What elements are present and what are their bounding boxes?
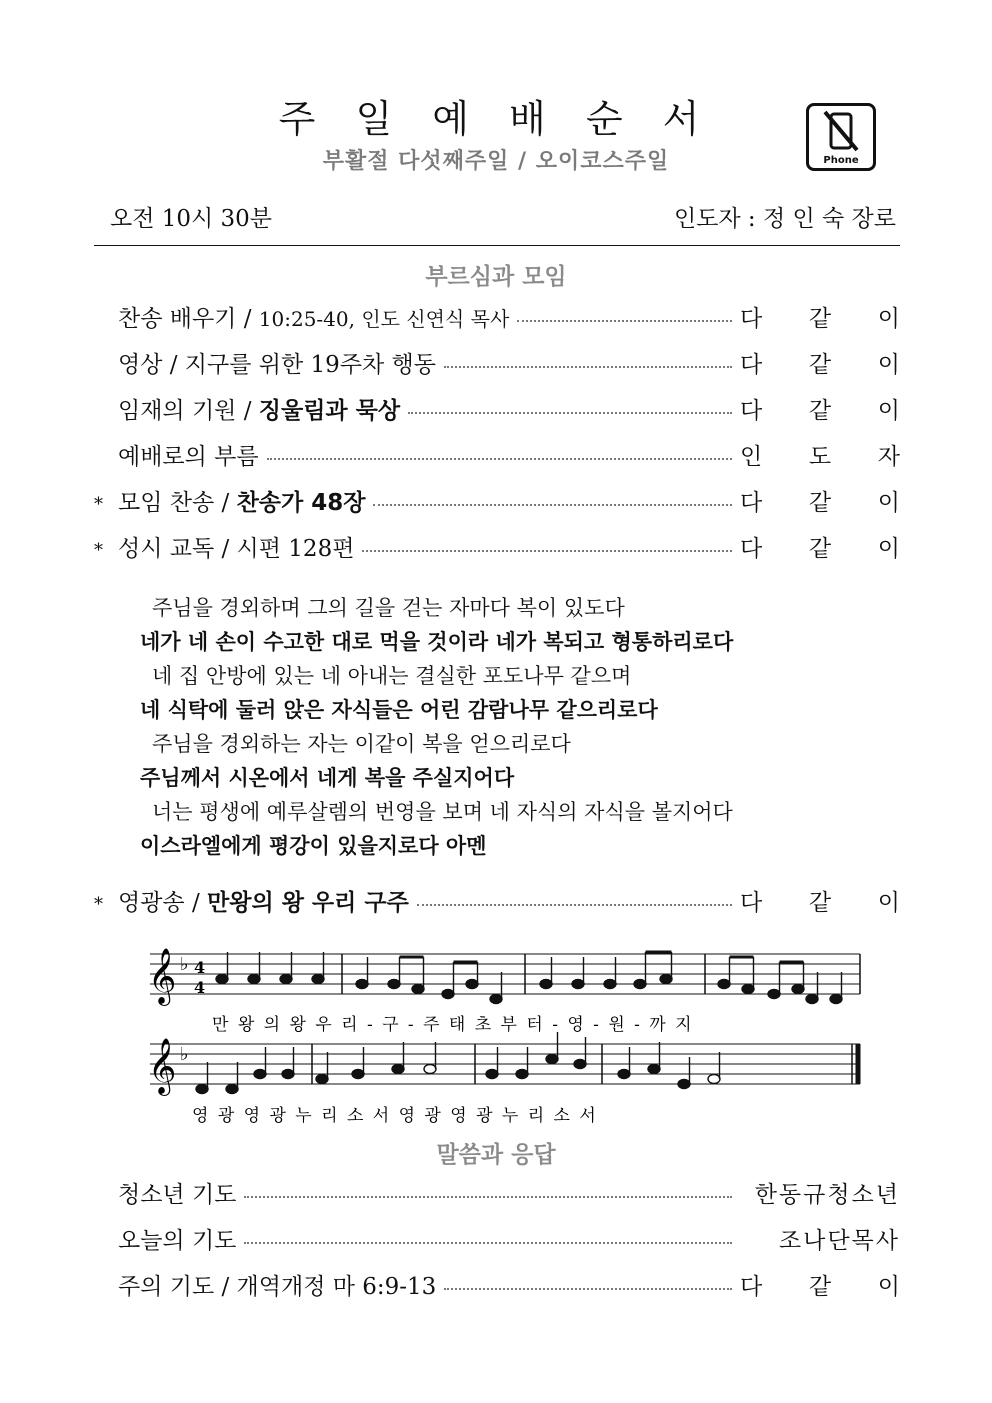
item-label: 임재의 기원 / bbox=[118, 398, 259, 424]
item-bold-label: 만왕의 왕 우리 구주 bbox=[207, 890, 409, 916]
item-label: 영상 / 지구를 위한 19주차 행동 bbox=[118, 352, 436, 378]
leader-dots bbox=[267, 457, 732, 460]
order-item bbox=[118, 1222, 900, 1256]
item-label: 주의 기도 / 개역개정 마 6:9-13 bbox=[118, 1274, 437, 1300]
standing-mark: * bbox=[94, 894, 103, 915]
item-responsible: 한동규청소년 bbox=[754, 1182, 900, 1208]
psalm-leader-line: 네 집 안방에 있는 네 아내는 결실한 포도나무 같으며 bbox=[152, 664, 632, 688]
item-bold-label: 징울림과 묵상 bbox=[258, 398, 401, 424]
flat-icon: ♭ bbox=[180, 1044, 189, 1065]
psalm-leader-line: 주님을 경외하는 자는 이같이 복을 얻으리로다 bbox=[152, 732, 571, 756]
leader-dots bbox=[444, 365, 732, 368]
psalm-response-line: 네가 네 손이 수고한 대로 먹을 것이라 네가 복되고 형통하리로다 bbox=[140, 630, 734, 654]
order-item bbox=[118, 1268, 900, 1302]
order-item bbox=[94, 346, 900, 380]
treble-clef-icon: 𝄞 bbox=[148, 948, 177, 1004]
psalm-response-line: 네 식탁에 둘러 앉은 자식들은 어린 감람나무 같으리로다 bbox=[140, 698, 658, 722]
item-responsible: 다 같 이 bbox=[740, 536, 900, 562]
item-responsible: 다 같 이 bbox=[740, 890, 900, 916]
item-label: 청소년 기도 bbox=[118, 1182, 237, 1208]
leader-dots bbox=[244, 1195, 732, 1198]
item-label: 성시 교독 / 시편 128편 bbox=[118, 536, 355, 562]
page-title: 주 일 예 배 순 서 bbox=[278, 97, 714, 141]
leader-dots bbox=[517, 319, 732, 322]
standing-mark: * bbox=[94, 540, 103, 561]
no-phone-icon bbox=[806, 103, 876, 171]
order-item bbox=[94, 300, 900, 334]
leader-dots bbox=[373, 503, 732, 506]
item-label: 오늘의 기도 bbox=[118, 1228, 237, 1254]
item-label: 예배로의 부름 bbox=[118, 444, 259, 470]
item-responsible: 다 같 이 bbox=[740, 490, 900, 516]
item-responsible: 인 도 자 bbox=[740, 444, 900, 470]
item-responsible: 다 같 이 bbox=[740, 1274, 900, 1300]
psalm-leader-line: 주님을 경외하며 그의 길을 걷는 자마다 복이 있도다 bbox=[152, 596, 625, 620]
item-text bbox=[118, 530, 354, 563]
item-label: 모임 찬송 / bbox=[118, 490, 237, 516]
item-text bbox=[118, 392, 400, 425]
time-signature-bottom: 4 bbox=[194, 978, 206, 997]
psalm-leader-line: 너는 평생에 예루살렘의 번영을 보며 네 자식의 자식을 볼지어다 bbox=[152, 800, 733, 824]
item-text bbox=[118, 484, 365, 517]
item-label: 찬송 배우기 / bbox=[118, 306, 259, 332]
item-text bbox=[118, 300, 509, 333]
leader-dots bbox=[417, 903, 732, 906]
item-responsible: 다 같 이 bbox=[740, 306, 900, 332]
treble-clef-icon: 𝄞 bbox=[148, 1038, 177, 1094]
doxology-score bbox=[140, 940, 870, 1130]
item-responsible: 조나단목사 bbox=[778, 1228, 900, 1254]
notes-line-1 bbox=[216, 952, 842, 1004]
service-time: 오전 10시 30분 bbox=[110, 206, 273, 232]
item-responsible: 다 같 이 bbox=[740, 352, 900, 378]
score-lyrics-2: 영 광 영 광 누 리 소 서 영 광 영 광 누 리 소 서 bbox=[192, 1106, 598, 1126]
section-title-gathering: 부르심과 모임 bbox=[425, 264, 567, 290]
item-detail: 10:25-40, 인도 신연식 목사 bbox=[258, 307, 510, 331]
leader-dots bbox=[362, 549, 732, 552]
order-item bbox=[94, 530, 900, 564]
item-bold-label: 찬송가 48장 bbox=[236, 490, 366, 516]
leader-dots bbox=[444, 1287, 732, 1290]
leader-dots bbox=[408, 411, 732, 414]
leader-dots bbox=[244, 1241, 732, 1244]
section-title-word: 말씀과 응답 bbox=[436, 1142, 556, 1168]
standing-mark: * bbox=[94, 494, 103, 515]
page-subtitle: 부활절 다섯째주일 / 오이코스주일 bbox=[322, 149, 670, 174]
order-item bbox=[118, 1176, 900, 1210]
item-text bbox=[118, 346, 436, 379]
time-signature-top: 4 bbox=[194, 958, 206, 977]
item-responsible: 다 같 이 bbox=[740, 398, 900, 424]
service-leader: 인도자 : 정 인 숙 장로 bbox=[673, 206, 896, 232]
header-divider bbox=[94, 245, 900, 246]
order-item bbox=[94, 392, 900, 426]
psalm-response-line: 이스라엘에게 평강이 있을지로다 아멘 bbox=[140, 834, 487, 858]
order-item bbox=[94, 438, 900, 472]
item-text bbox=[118, 438, 259, 471]
score-lyrics-1: 만 왕 의 왕 우 리 - 구 - 주 태 초 부 터 - 영 - 원 - 까 지 bbox=[212, 1015, 694, 1035]
item-label: 영광송 / bbox=[118, 890, 208, 916]
flat-icon: ♭ bbox=[180, 954, 189, 975]
order-item-doxology bbox=[94, 884, 900, 918]
psalm-response-line: 주님께서 시온에서 네게 복을 주실지어다 bbox=[140, 766, 515, 790]
order-item bbox=[94, 484, 900, 518]
phone-icon-label: Phone bbox=[823, 155, 859, 166]
